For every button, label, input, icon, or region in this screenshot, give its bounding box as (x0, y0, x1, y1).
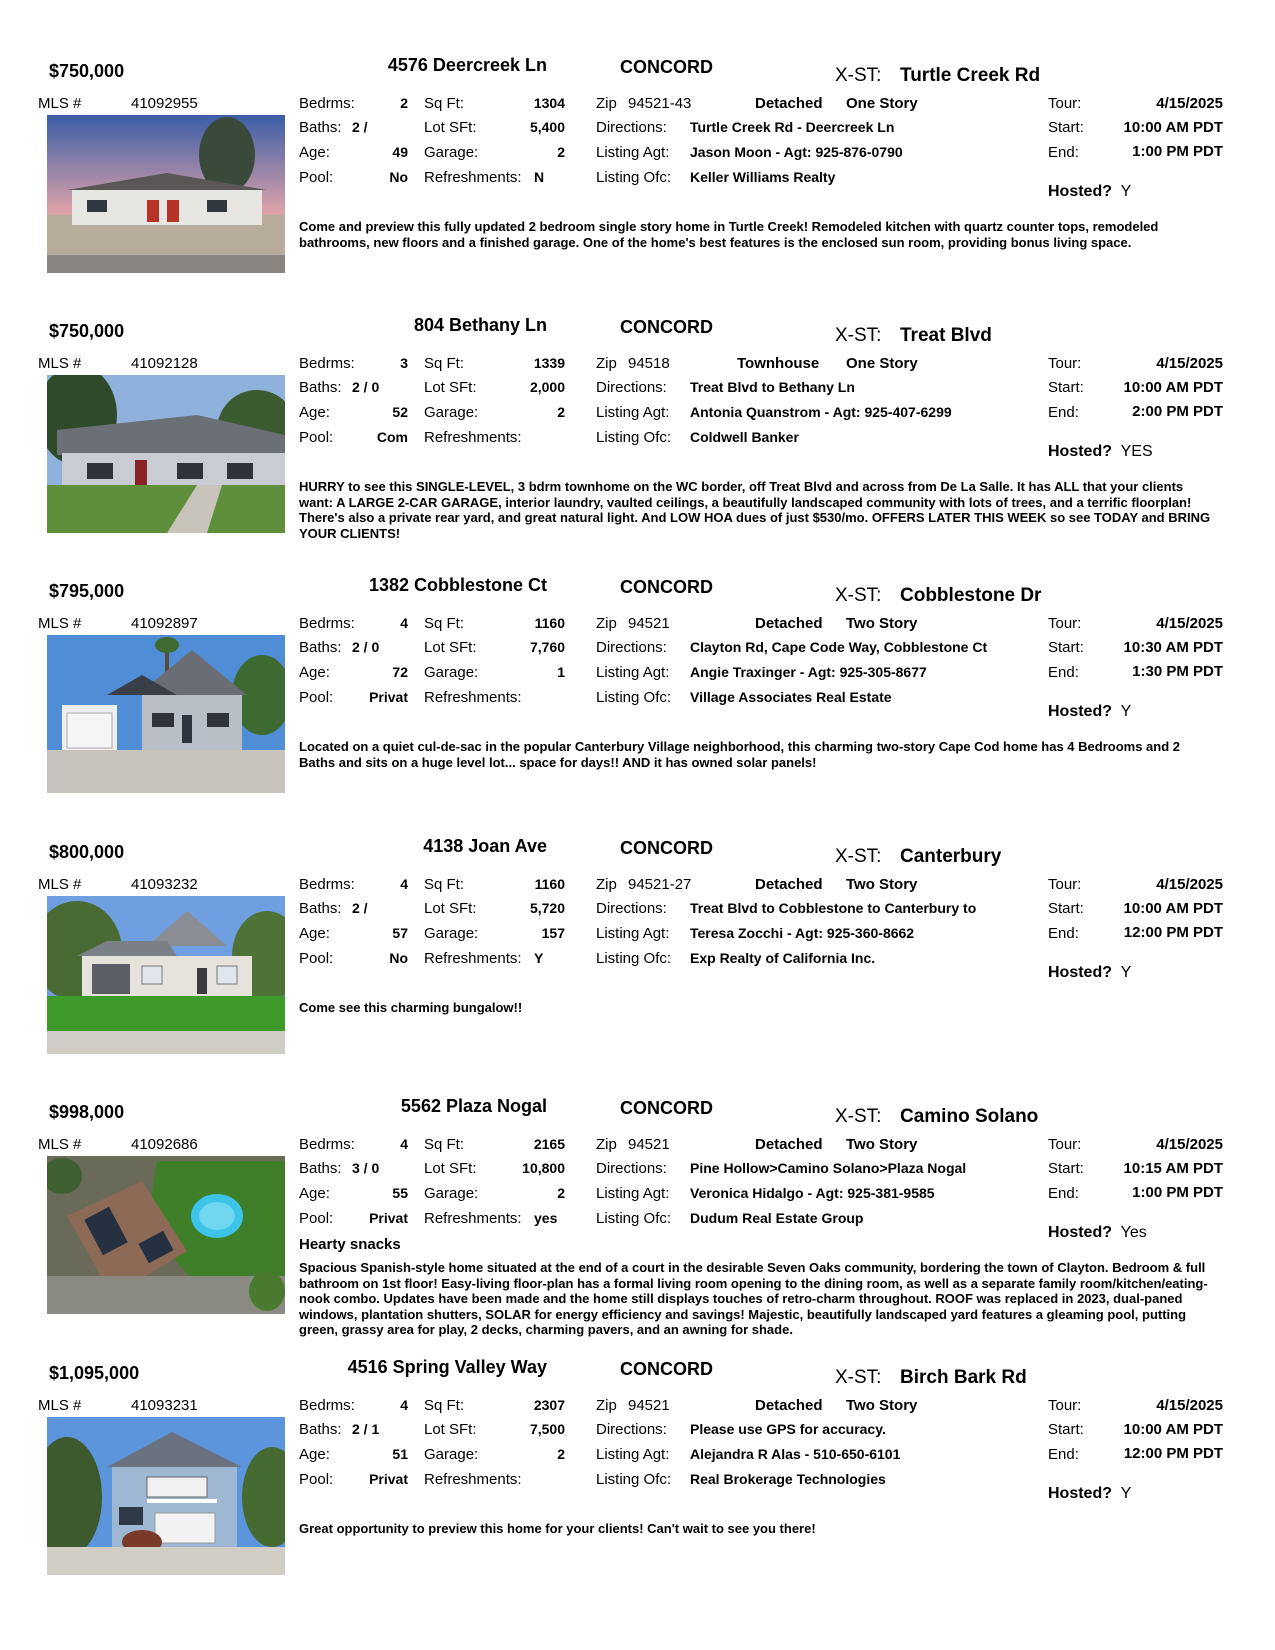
start-time: 10:15 AM PDT (1123, 1160, 1223, 1177)
baths-value: 2 / 0 (352, 639, 380, 655)
age-label: Age: (299, 925, 330, 942)
lot-sqft-label: Lot SFt: (424, 379, 477, 396)
listing-office: Exp Realty of California Inc. (690, 950, 876, 966)
hosted (1048, 964, 1131, 982)
listing-city: CONCORD (620, 1359, 713, 1379)
start-time: 10:00 AM PDT (1123, 379, 1223, 396)
hosted (1048, 183, 1131, 201)
tour-label: Tour: (1048, 876, 1082, 893)
age-label: Age: (299, 664, 330, 681)
mls-label: MLS # (38, 615, 82, 632)
listing-card (0, 1357, 1275, 1617)
listing-address: 1382 Cobblestone Ct (368, 575, 547, 595)
zip-value: 94521 (628, 1397, 670, 1414)
start-label: Start: (1048, 1421, 1084, 1438)
listing-office: Village Associates Real Estate (690, 689, 892, 705)
property-style: Two Story (846, 876, 918, 893)
listing-agent-label: Listing Agt: (596, 925, 670, 942)
zip-value: 94521-27 (628, 876, 692, 893)
garage-label: Garage: (424, 664, 479, 681)
pool-label: Pool: (299, 1471, 334, 1488)
end-label: End: (1048, 144, 1079, 161)
listing-remarks: Spacious Spanish-style home situated at the end of a court in the desirable Seven Oaks community, bordering the town of Clayton. Bedroom & full bathroom on 1st floor! Easy-living floor-plan has a formal living room opening to the dining room, as well as a separate family room/kitchen/eating-nook combo. Updates have been made and the home still displays touches of retro-charm throughout. ROOF was replaced in 2023, dual-paned windows, plantation shutters, SOLAR for energy efficiency and savings! Majestic, beautifully landscaped yard features a gleaming pool, putting green, grassy area for play, 2 decks, charming pavers, and an awning for shade. (299, 1260, 1208, 1337)
baths-label: Baths: (299, 900, 342, 917)
sqft-value: 1339 (533, 355, 565, 371)
property-type: Townhouse (737, 355, 820, 372)
listing-remarks: Located on a quiet cul-de-sac in the popular Canterbury Village neighborhood, this charming two-story Cape Cod home has 4 Bedrooms and 2 Baths and sits on a huge level lot... space for days!! AND it has owned solar panels! (299, 739, 1180, 770)
listing-office-label: Listing Ofc: (596, 689, 672, 706)
directions-value: Turtle Creek Rd - Deercreek Ln (690, 119, 895, 135)
hosted-label: Hosted? (1048, 443, 1112, 460)
sqft-label: Sq Ft: (424, 1397, 465, 1414)
listing-agent: Teresa Zocchi - Agt: 925-360-8662 (690, 925, 915, 941)
garage-value: 2 (557, 404, 565, 420)
garage-label: Garage: (424, 144, 479, 161)
listing-city: CONCORD (620, 57, 713, 77)
hosted-value: Y (1120, 964, 1132, 981)
lot-sqft-value: 7,760 (529, 639, 565, 655)
cross-street: Camino Solano (900, 1106, 1039, 1127)
pool-value: Com (376, 429, 408, 445)
listing-photo (47, 896, 285, 1054)
property-type: Detached (755, 1136, 823, 1153)
refreshments-value: N (534, 169, 545, 185)
zip-label: Zip (596, 876, 617, 893)
pool-value: Privat (369, 1471, 408, 1487)
lot-sqft-value: 5,720 (529, 900, 565, 916)
property-style: Two Story (846, 1136, 918, 1153)
directions-value: Treat Blvd to Cobblestone to Canterbury to (690, 900, 977, 916)
listing-agent-label: Listing Agt: (596, 1185, 670, 1202)
end-label: End: (1048, 1446, 1079, 1463)
lot-sqft-value: 10,800 (522, 1160, 565, 1176)
mls-label: MLS # (38, 95, 82, 112)
age-value: 72 (392, 664, 408, 680)
listing-photo (47, 375, 285, 533)
sqft-label: Sq Ft: (424, 615, 465, 632)
start-time: 10:00 AM PDT (1123, 1421, 1223, 1438)
lot-sqft-value: 2,000 (529, 379, 565, 395)
pool-value: Privat (369, 1210, 408, 1226)
listing-city: CONCORD (620, 317, 713, 337)
listing-remarks: HURRY to see this SINGLE-LEVEL, 3 bdrm townhome on the WC border, off Treat Blvd and across from De La Salle. It has ALL that your clients want: A LARGE 2-CAR GARAGE, interior laundry, vaulted ceilings, a beautifully landscaped community with lots of trees, and a terrific floorplan! There's also a private rear yard, and great natural light. And LOW HOA dues of just $530/mo. OFFERS LATER THIS WEEK so see TODAY and BRING YOUR CLIENTS! (299, 479, 1211, 541)
lot-sqft-label: Lot SFt: (424, 900, 477, 917)
listing-photo (47, 115, 285, 273)
garage-label: Garage: (424, 404, 479, 421)
cross-street-label: X-ST: (835, 1106, 882, 1127)
pool-value: No (389, 950, 408, 966)
age-value: 51 (392, 1446, 408, 1462)
listing-price: $750,000 (49, 61, 125, 81)
mls-label: MLS # (38, 1136, 82, 1153)
baths-value: 2 / 1 (352, 1421, 380, 1437)
garage-value: 2 (557, 1185, 565, 1201)
start-label: Start: (1048, 119, 1084, 136)
tour-date: 4/15/2025 (1156, 1397, 1223, 1414)
mls-number: 41092128 (131, 355, 198, 372)
listing-remarks: Come see this charming bungalow!! (299, 1000, 523, 1015)
end-label: End: (1048, 404, 1079, 421)
refreshments-value: yes (534, 1210, 558, 1226)
hosted-value: Yes (1120, 1224, 1147, 1241)
property-style: Two Story (846, 615, 918, 632)
garage-value: 1 (557, 664, 565, 680)
listing-agent-label: Listing Agt: (596, 1446, 670, 1463)
pool-value: Privat (369, 689, 408, 705)
listing-card (0, 1096, 1275, 1356)
zip-value: 94521-43 (628, 95, 692, 112)
pool-label: Pool: (299, 950, 334, 967)
listing-city: CONCORD (620, 1098, 713, 1118)
start-time: 10:00 AM PDT (1123, 119, 1223, 136)
cross-street: Birch Bark Rd (900, 1367, 1027, 1388)
tour-date: 4/15/2025 (1156, 95, 1223, 112)
refreshments-label: Refreshments: (424, 429, 522, 446)
bedrooms-value: 3 (400, 355, 408, 371)
property-type: Detached (755, 1397, 823, 1414)
age-value: 52 (392, 404, 408, 420)
hosted (1048, 443, 1153, 461)
cross-street-label: X-ST: (835, 65, 882, 86)
garage-label: Garage: (424, 925, 479, 942)
tour-date: 4/15/2025 (1156, 1136, 1223, 1153)
refreshments-label: Refreshments: (424, 950, 522, 967)
listing-address: 5562 Plaza Nogal (400, 1096, 547, 1116)
property-type: Detached (755, 615, 823, 632)
start-label: Start: (1048, 900, 1084, 917)
listing-card (0, 575, 1275, 835)
listing-office-label: Listing Ofc: (596, 169, 672, 186)
zip-label: Zip (596, 95, 617, 112)
lot-sqft-value: 5,400 (529, 119, 565, 135)
start-label: Start: (1048, 1160, 1084, 1177)
hosted (1048, 703, 1131, 721)
lot-sqft-label: Lot SFt: (424, 1160, 477, 1177)
sqft-value: 1160 (534, 876, 565, 892)
bedrooms-value: 4 (400, 615, 408, 631)
listing-city: CONCORD (620, 577, 713, 597)
listing-office: Keller Williams Realty (690, 169, 836, 185)
listing-agent-label: Listing Agt: (596, 404, 670, 421)
lot-sqft-label: Lot SFt: (424, 119, 477, 136)
end-time: 1:00 PM PDT (1132, 1184, 1223, 1201)
refreshments-label: Refreshments: (424, 689, 522, 706)
sqft-value: 2307 (533, 1397, 565, 1413)
pool-label: Pool: (299, 689, 334, 706)
listing-address: 4516 Spring Valley Way (347, 1357, 547, 1377)
mls-number: 41093231 (131, 1397, 198, 1414)
tour-label: Tour: (1048, 95, 1082, 112)
mls-label: MLS # (38, 355, 82, 372)
listing-agent-label: Listing Agt: (596, 144, 670, 161)
start-label: Start: (1048, 639, 1084, 656)
property-type: Detached (755, 95, 823, 112)
directions-label: Directions: (596, 119, 667, 136)
tour-label: Tour: (1048, 1397, 1082, 1414)
baths-value: 2 / (352, 900, 368, 916)
zip-value: 94521 (628, 1136, 670, 1153)
hosted-label: Hosted? (1048, 1485, 1112, 1502)
cross-street-label: X-ST: (835, 1367, 882, 1388)
listing-card (0, 836, 1275, 1096)
baths-label: Baths: (299, 639, 342, 656)
sqft-value: 2165 (533, 1136, 565, 1152)
tour-label: Tour: (1048, 615, 1082, 632)
pool-label: Pool: (299, 429, 334, 446)
baths-label: Baths: (299, 119, 342, 136)
end-time: 2:00 PM PDT (1132, 403, 1223, 420)
listing-address: 804 Bethany Ln (413, 315, 547, 335)
refreshments-label: Refreshments: (424, 1210, 522, 1227)
cross-street: Canterbury (900, 846, 1002, 867)
baths-label: Baths: (299, 1421, 342, 1438)
bedrooms-value: 2 (400, 95, 408, 111)
lot-sqft-value: 7,500 (529, 1421, 565, 1437)
bedrooms-label: Bedrms: (299, 615, 355, 632)
baths-value: 2 / (352, 119, 368, 135)
bedrooms-label: Bedrms: (299, 1136, 355, 1153)
age-label: Age: (299, 1446, 330, 1463)
refreshments-note: Hearty snacks (299, 1236, 401, 1253)
listing-office-label: Listing Ofc: (596, 950, 672, 967)
listing-photo (47, 1417, 285, 1575)
listing-price: $750,000 (49, 321, 125, 341)
start-time: 10:00 AM PDT (1123, 900, 1223, 917)
listing-agent: Alejandra R Alas - 510-650-6101 (690, 1446, 901, 1462)
listing-address: 4576 Deercreek Ln (387, 55, 547, 75)
listing-agent: Angie Traxinger - Agt: 925-305-8677 (690, 664, 927, 680)
tour-date: 4/15/2025 (1156, 876, 1223, 893)
cross-street-label: X-ST: (835, 846, 882, 867)
property-type: Detached (755, 876, 823, 893)
baths-label: Baths: (299, 379, 342, 396)
directions-value: Clayton Rd, Cape Code Way, Cobblestone Ct (690, 639, 988, 655)
directions-value: Treat Blvd to Bethany Ln (690, 379, 855, 395)
listing-remarks: Come and preview this fully updated 2 bedroom single story home in Turtle Creek! Remodeled kitchen with quartz counter tops, remodeled bathrooms, new floors and a finished garage. One of the home's best features is the enclosed sun room, providing bonus living space. (299, 219, 1159, 250)
property-style: One Story (846, 95, 918, 112)
sqft-value: 1304 (533, 95, 565, 111)
listing-agent: Veronica Hidalgo - Agt: 925-381-9585 (690, 1185, 935, 1201)
hosted-label: Hosted? (1048, 703, 1112, 720)
pool-label: Pool: (299, 169, 334, 186)
bedrooms-value: 4 (400, 1136, 408, 1152)
age-label: Age: (299, 144, 330, 161)
age-label: Age: (299, 404, 330, 421)
property-style: Two Story (846, 1397, 918, 1414)
hosted-value: YES (1120, 443, 1153, 460)
cross-street: Treat Blvd (900, 325, 992, 346)
sqft-label: Sq Ft: (424, 876, 465, 893)
refreshments-value: Y (534, 950, 544, 966)
listing-office-label: Listing Ofc: (596, 1210, 672, 1227)
zip-label: Zip (596, 355, 617, 372)
age-label: Age: (299, 1185, 330, 1202)
refreshments-label: Refreshments: (424, 1471, 522, 1488)
cross-street-label: X-ST: (835, 585, 882, 606)
sqft-label: Sq Ft: (424, 355, 465, 372)
directions-label: Directions: (596, 1421, 667, 1438)
mls-number: 41093232 (131, 876, 198, 893)
sqft-value: 1160 (534, 615, 565, 631)
end-label: End: (1048, 664, 1079, 681)
directions-value: Pine Hollow>Camino Solano>Plaza Nogal (690, 1160, 967, 1176)
hosted (1048, 1224, 1147, 1242)
bedrooms-label: Bedrms: (299, 1397, 355, 1414)
hosted-label: Hosted? (1048, 183, 1112, 200)
cross-street-label: X-ST: (835, 325, 882, 346)
directions-label: Directions: (596, 639, 667, 656)
mls-number: 41092686 (131, 1136, 198, 1153)
start-time: 10:30 AM PDT (1123, 639, 1223, 656)
listing-remarks: Great opportunity to preview this home for your clients! Can't wait to see you there! (299, 1521, 816, 1536)
garage-value: 157 (541, 925, 565, 941)
listing-price: $795,000 (49, 581, 125, 601)
listing-agent-label: Listing Agt: (596, 664, 670, 681)
listing-agent: Jason Moon - Agt: 925-876-0790 (690, 144, 903, 160)
bedrooms-label: Bedrms: (299, 95, 355, 112)
end-time: 1:30 PM PDT (1132, 663, 1223, 680)
age-value: 57 (392, 925, 408, 941)
hosted-value: Y (1120, 183, 1132, 200)
end-time: 12:00 PM PDT (1123, 924, 1223, 941)
start-label: Start: (1048, 379, 1084, 396)
mls-number: 41092955 (131, 95, 198, 112)
pool-label: Pool: (299, 1210, 334, 1227)
listing-agent: Antonia Quanstrom - Agt: 925-407-6299 (690, 404, 952, 420)
hosted (1048, 1485, 1131, 1503)
listing-office-label: Listing Ofc: (596, 1471, 672, 1488)
sqft-label: Sq Ft: (424, 1136, 465, 1153)
sqft-label: Sq Ft: (424, 95, 465, 112)
garage-label: Garage: (424, 1185, 479, 1202)
tour-date: 4/15/2025 (1156, 615, 1223, 632)
age-value: 55 (392, 1185, 408, 1201)
listing-price: $800,000 (49, 842, 125, 862)
zip-value: 94518 (628, 355, 670, 372)
hosted-label: Hosted? (1048, 964, 1112, 981)
garage-value: 2 (557, 1446, 565, 1462)
directions-label: Directions: (596, 1160, 667, 1177)
refreshments-label: Refreshments: (424, 169, 522, 186)
baths-value: 3 / 0 (352, 1160, 380, 1176)
hosted-label: Hosted? (1048, 1224, 1112, 1241)
garage-value: 2 (557, 144, 565, 160)
tour-label: Tour: (1048, 355, 1082, 372)
mls-label: MLS # (38, 1397, 82, 1414)
cross-street: Cobblestone Dr (900, 585, 1042, 606)
directions-label: Directions: (596, 900, 667, 917)
lot-sqft-label: Lot SFt: (424, 1421, 477, 1438)
cross-street: Turtle Creek Rd (900, 65, 1041, 86)
listing-price: $998,000 (49, 1102, 125, 1122)
mls-label: MLS # (38, 876, 82, 893)
zip-label: Zip (596, 615, 617, 632)
directions-value: Please use GPS for accuracy. (690, 1421, 886, 1437)
tour-date: 4/15/2025 (1156, 355, 1223, 372)
baths-value: 2 / 0 (352, 379, 380, 395)
end-label: End: (1048, 1185, 1079, 1202)
listing-price: $1,095,000 (49, 1363, 140, 1383)
tour-label: Tour: (1048, 1136, 1082, 1153)
baths-label: Baths: (299, 1160, 342, 1177)
hosted-value: Y (1120, 1485, 1132, 1502)
listing-office-label: Listing Ofc: (596, 429, 672, 446)
bedrooms-value: 4 (400, 1397, 408, 1413)
age-value: 49 (392, 144, 408, 160)
listing-office: Coldwell Banker (690, 429, 799, 445)
bedrooms-label: Bedrms: (299, 876, 355, 893)
hosted-value: Y (1120, 703, 1132, 720)
directions-label: Directions: (596, 379, 667, 396)
listing-address: 4138 Joan Ave (423, 836, 547, 856)
listing-city: CONCORD (620, 838, 713, 858)
zip-value: 94521 (628, 615, 670, 632)
zip-label: Zip (596, 1136, 617, 1153)
listing-card (0, 315, 1275, 575)
lot-sqft-label: Lot SFt: (424, 639, 477, 656)
property-style: One Story (846, 355, 918, 372)
listing-photo (47, 1156, 285, 1314)
end-time: 1:00 PM PDT (1132, 143, 1223, 160)
zip-label: Zip (596, 1397, 617, 1414)
listing-card (0, 55, 1275, 315)
pool-value: No (389, 169, 408, 185)
end-time: 12:00 PM PDT (1123, 1445, 1223, 1462)
garage-label: Garage: (424, 1446, 479, 1463)
listing-photo (47, 635, 285, 793)
end-label: End: (1048, 925, 1079, 942)
listing-office: Real Brokerage Technologies (690, 1471, 886, 1487)
bedrooms-value: 4 (400, 876, 408, 892)
mls-number: 41092897 (131, 615, 198, 632)
bedrooms-label: Bedrms: (299, 355, 355, 372)
listing-office: Dudum Real Estate Group (690, 1210, 864, 1226)
